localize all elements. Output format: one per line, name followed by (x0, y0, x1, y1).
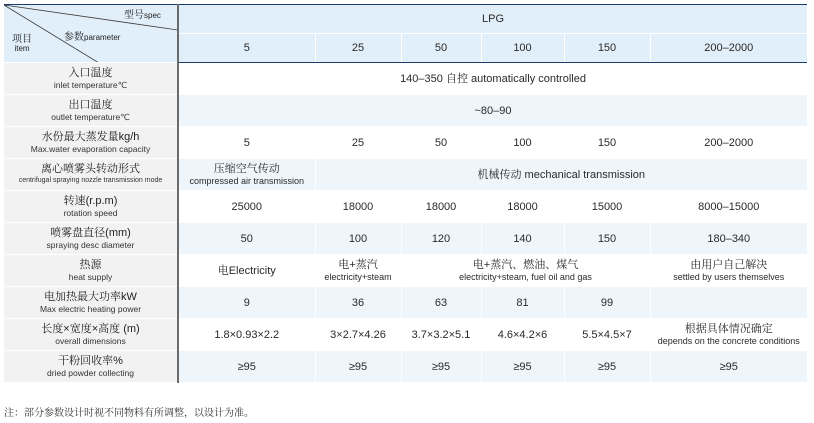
row-label (4, 287, 178, 319)
cell-text: 电+蒸汽 (338, 258, 378, 271)
row-label-zh: 入口温度 (68, 67, 113, 79)
row-label (4, 255, 178, 287)
item-label: 项目 item (12, 34, 32, 53)
table-row (4, 223, 807, 255)
value-cell (178, 255, 315, 287)
cell-text: 电Electricity (217, 264, 276, 277)
cell-text: ≥95 (431, 360, 451, 373)
cell-text: 36 (351, 296, 365, 309)
cell-text: 100 (513, 136, 532, 149)
row-label (4, 159, 178, 191)
cell-text: 50 (434, 136, 448, 149)
size-cell: 50 (401, 34, 481, 63)
cell-text: 由用户自己解决 (690, 258, 768, 271)
value-cell (564, 223, 650, 255)
cell-text: ≥95 (597, 360, 617, 373)
value-cell (401, 223, 481, 255)
cell-text: 150 (597, 232, 617, 245)
value-cell (178, 319, 315, 351)
cell-text: 4.6×4.2×6 (497, 328, 548, 341)
value-cell (178, 95, 807, 127)
cell-text: 120 (431, 232, 451, 245)
cell-text: 140–350 自控 automatically controlled (400, 72, 586, 85)
table-row (4, 255, 807, 287)
size-cell: 200–2000 (650, 34, 807, 63)
value-cell (401, 319, 481, 351)
value-cell (564, 351, 650, 383)
value-cell (564, 287, 650, 319)
size-cell: 25 (315, 34, 401, 63)
cell-text: 25 (351, 136, 365, 149)
value-cell (401, 287, 481, 319)
row-label-en: rotation speed (63, 208, 118, 218)
row-label (4, 351, 178, 383)
cell-text: 99 (600, 296, 614, 309)
value-cell (315, 191, 401, 223)
value-cell (401, 351, 481, 383)
value-cell (315, 319, 401, 351)
row-label-zh: 离心喷雾头转动形式 (41, 163, 140, 175)
value-cell (178, 191, 315, 223)
value-cell (315, 127, 401, 159)
cell-text: 压缩空气传动 (213, 162, 280, 175)
cell-text: 1.8×0.93×2.2 (214, 328, 280, 341)
row-label (4, 63, 178, 95)
cell-text: ≥95 (513, 360, 532, 373)
table-row (4, 319, 807, 351)
value-cell (481, 223, 564, 255)
cell-text: 100 (348, 232, 368, 245)
cell-text: 18000 (507, 200, 538, 213)
cell-text: ≥95 (237, 360, 256, 373)
cell-text: 5 (243, 136, 250, 149)
row-label-zh: 热源 (79, 259, 102, 271)
value-cell (650, 255, 807, 287)
cell-text: 200–2000 (704, 136, 754, 149)
value-cell (315, 287, 401, 319)
value-cell (315, 223, 401, 255)
cell-text: 5.5×4.5×7 (582, 328, 632, 341)
table-body (4, 63, 807, 383)
value-cell (401, 255, 650, 287)
value-cell (178, 351, 315, 383)
value-cell (481, 319, 564, 351)
header-corner (4, 5, 178, 63)
cell-text: ≥95 (719, 360, 738, 373)
value-cell (650, 191, 807, 223)
size-cell: 100 (481, 34, 564, 63)
table-row (4, 351, 807, 383)
cell-text: 50 (240, 232, 253, 245)
value-cell (178, 287, 315, 319)
cell-text: 25000 (231, 200, 263, 213)
row-label-zh: 转速(r.p.m) (63, 195, 118, 207)
value-cell (315, 159, 807, 191)
row-label (4, 319, 178, 351)
row-label-en: spraying desc diameter (46, 240, 135, 250)
row-label-en: outlet temperature℃ (51, 112, 130, 122)
cell-text: 18000 (425, 200, 457, 213)
value-cell (315, 351, 401, 383)
row-label-en: centrifugal spraying nozzle transmission mode (18, 177, 163, 184)
row-label-en: inlet temperature℃ (53, 80, 128, 90)
value-cell (650, 287, 807, 319)
value-cell (564, 127, 650, 159)
row-label-en: Max.water evaporation capacity (30, 144, 151, 154)
row-label-zh: 长度×宽度×高度 (m) (41, 323, 140, 335)
table-row (4, 95, 807, 127)
header-row-model (4, 5, 807, 34)
table-row (4, 159, 807, 191)
value-cell (178, 159, 315, 191)
cell-text: 机械传动 mechanical transmission (477, 168, 645, 181)
cell-text: 8000–15000 (698, 200, 760, 213)
cell-text: 150 (597, 136, 617, 149)
cell-text: 3×2.7×4.26 (330, 328, 386, 341)
table-row (4, 127, 807, 159)
cell-text: ~80–90 (474, 104, 512, 117)
value-cell (481, 287, 564, 319)
cell-text: 63 (434, 296, 448, 309)
cell-text: 3.7×3.2×5.1 (411, 328, 471, 341)
value-cell (481, 191, 564, 223)
value-cell (401, 191, 481, 223)
row-label (4, 127, 178, 159)
row-label-en: overall dimensions (55, 336, 126, 346)
table-row (4, 287, 807, 319)
cell-text: 140 (513, 232, 532, 245)
row-label-zh: 水份最大蒸发量kg/h (41, 131, 140, 143)
cell-text: 电+蒸汽、燃油、煤气 (472, 258, 579, 271)
row-label-en: dried powder collecting (47, 368, 134, 378)
value-cell (315, 255, 401, 287)
table-row (4, 63, 807, 95)
row-label-zh: 干粉回收率% (58, 355, 123, 367)
footnote: 注：部分参数设计时视不同物料有所调整，以设计为准。 (4, 408, 254, 419)
cell-text-en: depends on the concrete conditions (657, 335, 800, 346)
row-label (4, 191, 178, 223)
spec-table (4, 4, 807, 383)
row-label (4, 95, 178, 127)
cell-text-en: electricity+steam, fuel oil and gas (459, 271, 592, 282)
size-cell: 5 (178, 34, 315, 63)
value-cell (401, 127, 481, 159)
cell-text-en: electricity+steam (324, 271, 392, 282)
row-label-zh: 喷雾盘直径(mm) (50, 227, 131, 239)
value-cell (650, 223, 807, 255)
cell-text: 180–340 (707, 232, 751, 245)
cell-text: 15000 (591, 200, 623, 213)
cell-text: 18000 (342, 200, 374, 213)
value-cell (481, 127, 564, 159)
size-cell: 150 (564, 34, 650, 63)
cell-text-en: compressed air transmission (189, 175, 305, 186)
value-cell (564, 319, 650, 351)
value-cell (178, 127, 315, 159)
value-cell (650, 127, 807, 159)
value-cell (564, 191, 650, 223)
row-label-en: heat supply (68, 272, 113, 282)
cell-text: ≥95 (348, 360, 368, 373)
row-label-zh: 电加热最大功率kW (44, 291, 137, 303)
cell-text: 81 (516, 296, 529, 309)
row-label-en: Max electric heating power (39, 304, 142, 314)
value-cell (481, 351, 564, 383)
value-cell (178, 63, 807, 95)
row-label (4, 223, 178, 255)
cell-text: 9 (243, 296, 250, 309)
value-cell (650, 351, 807, 383)
spec-label: 型号spec (124, 10, 161, 21)
table-row (4, 191, 807, 223)
cell-text: 根据具体情况确定 (684, 322, 773, 335)
model-name: LPG (178, 5, 807, 34)
row-label-zh: 出口温度 (68, 99, 113, 111)
value-cell (178, 223, 315, 255)
cell-text-en: settled by users themselves (673, 271, 785, 282)
param-label: 参数parameter (64, 32, 121, 43)
value-cell (650, 319, 807, 351)
